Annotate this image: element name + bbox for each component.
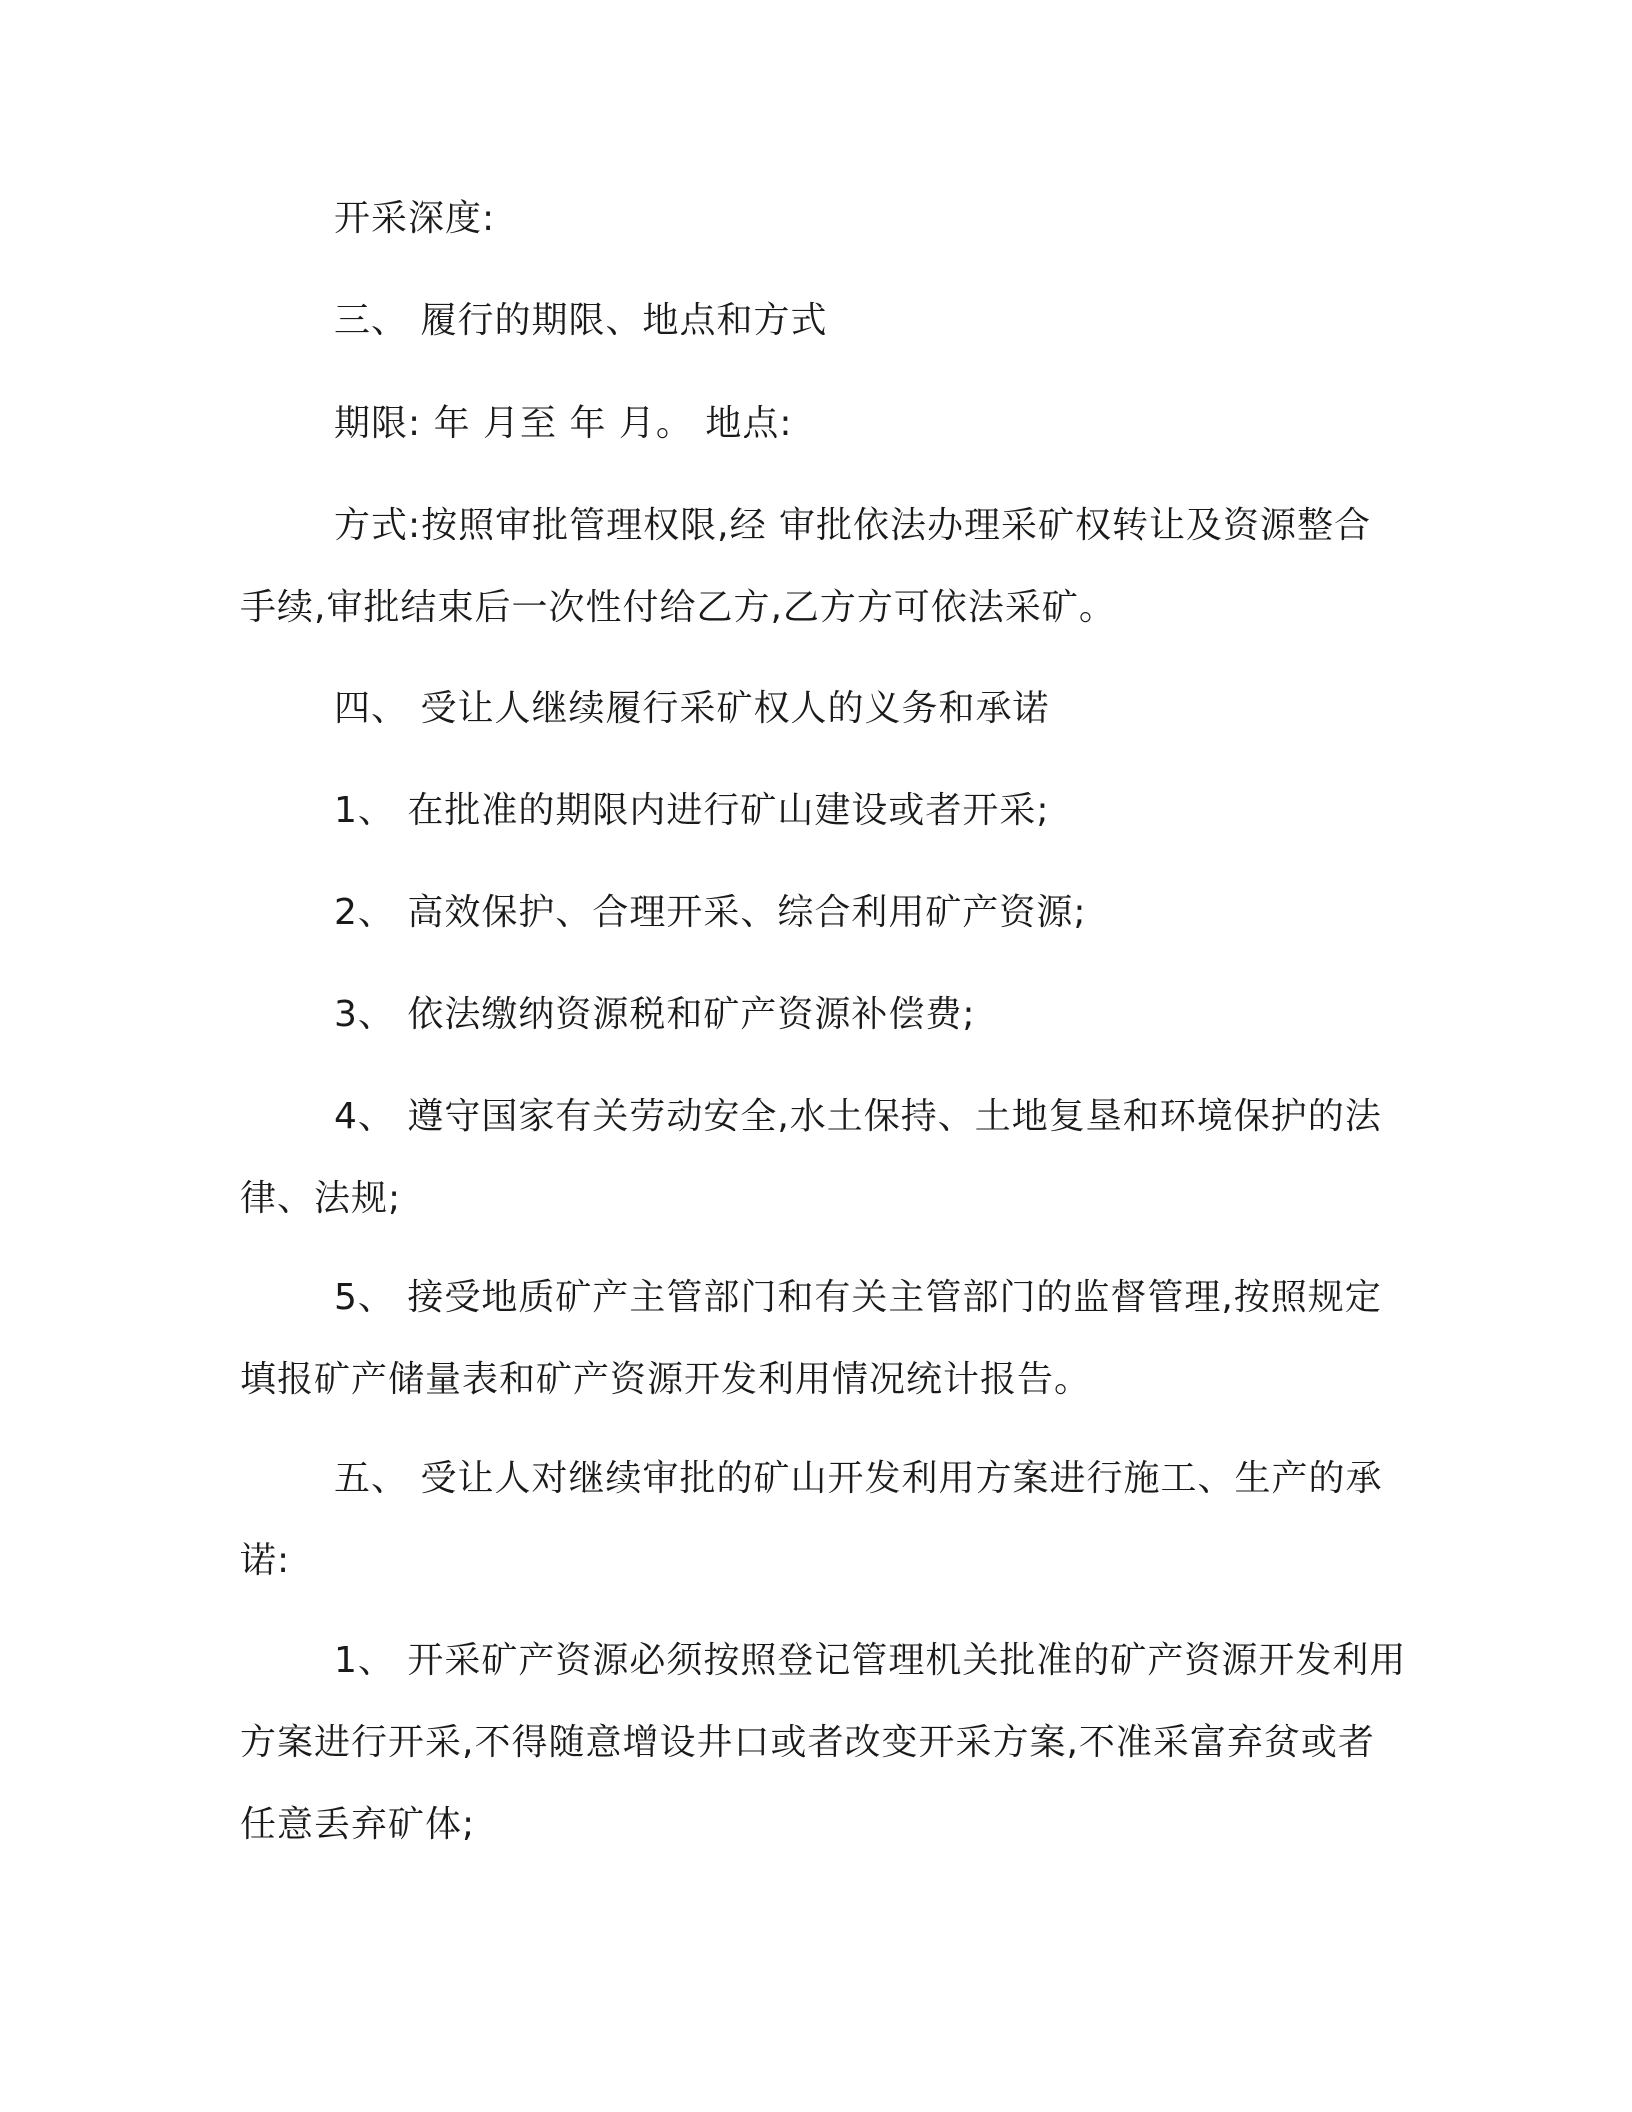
heading-section-three: 三、 履行的期限、地点和方式: [334, 300, 828, 341]
list-item-five-1: 1、 开采矿产资源必须按照登记管理机关批准的矿产资源开发利用方案进行开采,不得随意增设井口或者改变开采方案,不准采富弃贫或者任意丢弃矿体;: [240, 1640, 1407, 1845]
paragraph-mining-depth: 开采深度:: [334, 198, 496, 239]
paragraph-method: 方式:按照审批管理权限,经 审批依法办理采矿权转让及资源整合手续,审批结束后一次性付给乙方,乙方方可依法采矿。: [240, 505, 1372, 628]
list-item-four-1: 1、 在批准的期限内进行矿山建设或者开采;: [334, 790, 1050, 831]
heading-section-four: 四、 受让人继续履行采矿权人的义务和承诺: [334, 688, 1050, 729]
list-item-four-4: 4、 遵守国家有关劳动安全,水土保持、土地复垦和环境保护的法律、法规;: [240, 1096, 1382, 1219]
paragraph-term-location: 期限: 年 月至 年 月。 地点:: [334, 403, 793, 444]
heading-section-five: 五、 受让人对继续审批的矿山开发利用方案进行施工、生产的承诺:: [240, 1458, 1383, 1581]
list-item-four-3: 3、 依法缴纳资源税和矿产资源补偿费;: [334, 994, 976, 1035]
list-item-four-5: 5、 接受地质矿产主管部门和有关主管部门的监督管理,按照规定填报矿产储量表和矿产资源开发利用情况统计报告。: [240, 1277, 1382, 1400]
list-item-four-2: 2、 高效保护、合理开采、综合利用矿产资源;: [334, 892, 1087, 933]
